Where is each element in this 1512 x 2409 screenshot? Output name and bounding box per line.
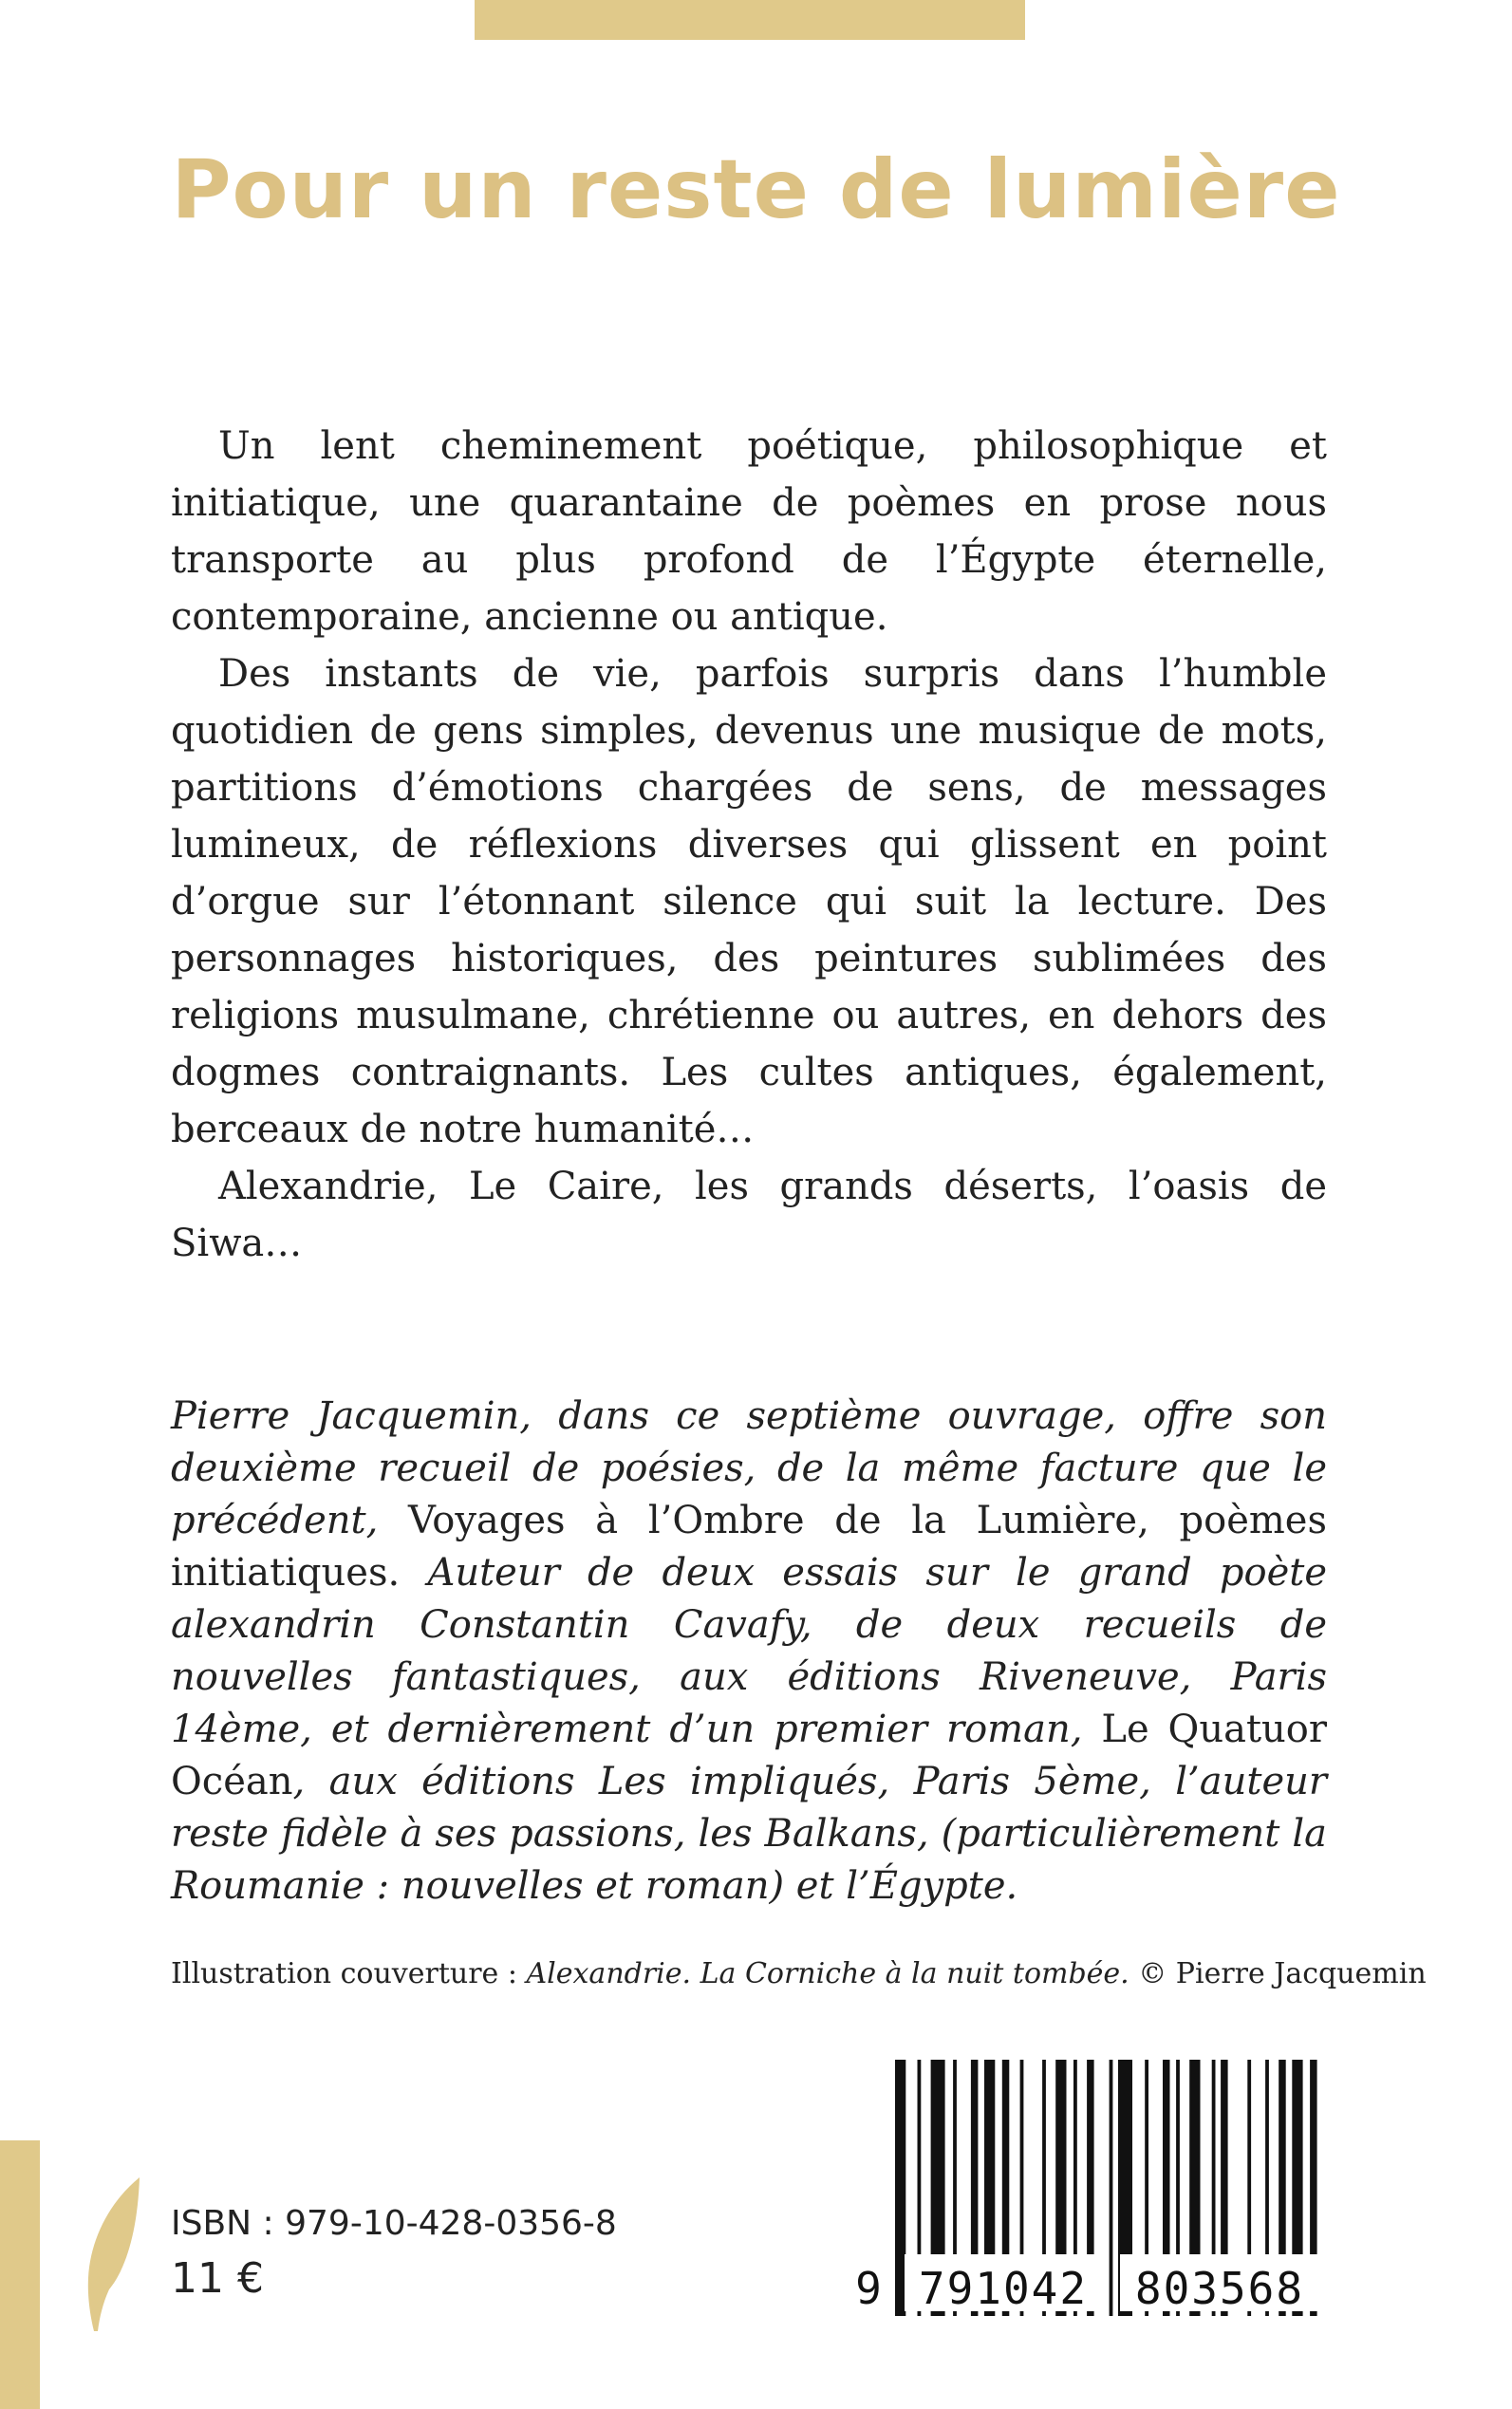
credit-label: Illustration couverture : [171,1957,527,1990]
summary-paragraph: Alexandrie, Le Caire, les grands déserts, l’oasis de Siwa… [171,1165,1327,1265]
bottom-left-accent-strip [0,2140,40,2409]
barcode-first-digit: 9 [855,2263,882,2314]
summary-paragraph: Des instants de vie, parfois surpris dans l’humble quotidien de gens simples, devenus une musique de mots, partitions d’émotions chargées de sens, de messages lumineux, de réflexions diverses qui glissent en point d’orgue sur l’étonnant silence qui suit la lecture. Des personnages historiques, des peintures sublimées des religions musulmane, chrétienne ou autres, en dehors des dogmes contraignants. Les cultes antiques, également, berceaux de notre humanité… [171,652,1327,1151]
barcode [840,2050,1334,2325]
top-accent-bar [475,0,1025,40]
barcode-digit-group-1: 791042 [918,2263,1089,2314]
bio-text: Pierre Jacquemin, dans ce septième ouvrage, offre son deuxième recueil de poésies, de la même facture que le précédent, [171,1394,1327,1542]
barcode-bar [1110,2060,1113,2316]
illustration-credit [171,1955,1427,1993]
credit-work: Alexandrie. La Corniche à la nuit tombée. [526,1957,1129,1990]
summary-paragraph: Un lent cheminement poétique, philosophique et initiatique, une quarantaine de poèmes en prose nous transporte au plus profond de l’Égypte éternelle, contemporaine, ancienne ou antique. [171,424,1327,639]
credit-copyright: © Pierre Jacquemin [1129,1957,1427,1990]
bio-book-title: Voyages à l’Ombre de la Lumière, poèmes initiatiques. [171,1499,1328,1595]
price-text: 11 € [171,2254,264,2303]
feather-icon [81,2174,147,2335]
isbn-text: ISBN : 979-10-428-0356-8 [171,2204,617,2243]
bio-book-title: Le Quatuor Océan [171,1708,1327,1803]
back-cover-summary [171,418,1327,1272]
barcode-digit-group-2: 803568 [1134,2263,1305,2314]
book-title: Pour un reste de lumière [171,142,1341,237]
bio-text: , aux éditions Les impliqués, Paris 5ème, l’auteur reste fidèle à ses passions, les Balkans, (particulièrement la Roumanie : nouvelles et roman) et l’Égypte. [171,1760,1327,1908]
author-bio [171,1391,1327,1913]
barcode-bar [895,2060,905,2316]
bio-text: Auteur de deux essais sur le grand poète alexandrin Constantin Cavafy, de deux recueils de nouvelles fantastiques, aux éditions Riveneuve, Paris 14ème, et dernièrement d’un premier roman, [171,1551,1327,1751]
